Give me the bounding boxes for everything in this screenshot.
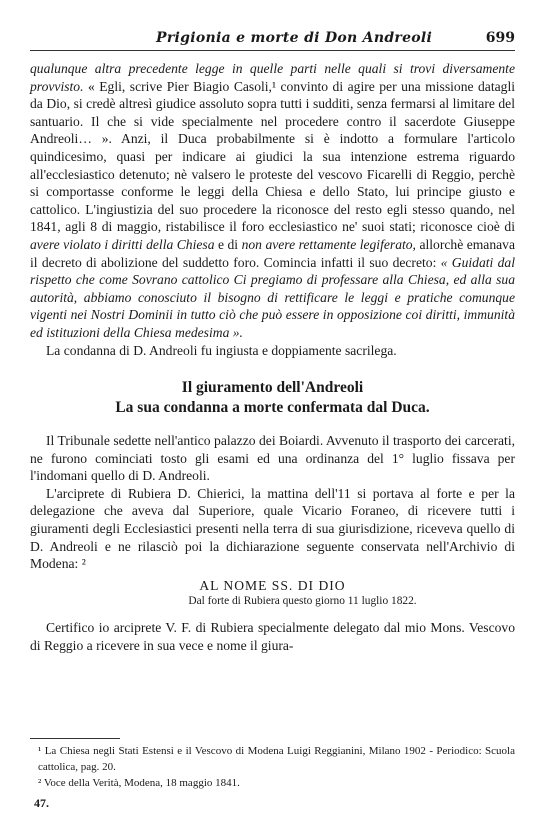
footnote-rule — [30, 738, 120, 739]
signature-mark: 47. — [34, 796, 49, 810]
section-subtitle: La sua condanna a morte confermata dal Duca. — [115, 399, 430, 417]
quote-fragment: non avere rettamente legiferato, — [241, 236, 416, 252]
running-title: Prigionia e morte di Don Andreoli — [156, 30, 433, 46]
page-body — [30, 60, 515, 655]
invocation-heading: AL NOME SS. DI DIO — [199, 577, 346, 593]
paragraph-5: Certifico io arciprete V. F. di Rubiera specialmente delegato dal mio Mons. Vescovo di Reggio a ricevere in sua vece e nome il giura- — [30, 620, 515, 654]
quote-fragment: avere violato i diritti della Chiesa — [30, 236, 215, 252]
section-title: Il giuramento dell'Andreoli — [181, 379, 364, 397]
paragraph-text: e di — [218, 236, 239, 252]
paragraph-1 — [30, 60, 515, 342]
decree-quote: « Guidati dal rispetto che come Sovrano cattolico Ci pregiamo di professare alla Chiesa, ed alla sua autorità, abbiamo conosciuto il bisogno di rettificare le leggi e pratiche comunque vigenti nei Nostri Dominii in tutto ciò che può essere in opposizione coi diritti, immunità ed istituzioni della Chiesa medesima ». — [30, 254, 515, 340]
quote-fragment: qualunque altra precedente legge in quelle parti nelle quali si trovi diversamente provvisto. — [30, 61, 515, 94]
paragraph-4: L'arciprete di Rubiera D. Chierici, la mattina dell'11 si portava al forte e per la delegazione che aveva dal Superiore, quale Vicario Foraneo, di ricevere tutti i giuramenti degli Ecclesiastici presenti nella terra di sua giurisdizione, riceveva quello di D. Andreoli e ne rilasciò poi la dichiarazione seguente conservata nell'Archivio di Modena: ² — [30, 485, 515, 572]
page-number: 699 — [485, 30, 515, 46]
footnotes — [30, 738, 515, 811]
dateline: Dal forte di Rubiera questo giorno 11 luglio 1822. — [188, 595, 417, 608]
running-header — [30, 28, 515, 51]
footnote-1: ¹ La Chiesa negli Stati Estensi e il Vescovo di Modena Luigi Reggianini, Milano 1902 - Periodico: Scuola cattolica, pag. 20. — [38, 745, 515, 773]
paragraph-3: Il Tribunale sedette nell'antico palazzo dei Boiardi. Avvenuto il trasporto dei carcerati, ne furono cominciati tosto gli esami ed una ordinanza del 1° luglio fissava per l'indomani quello di D. Andreoli. — [30, 433, 515, 484]
footnote-2: ² Voce della Verità, Modena, 18 maggio 1841. — [38, 777, 240, 789]
paragraph-text: « Egli, scrive Pier Biagio Casoli,¹ convinto di agire per una missione datagli da Dio, si credè altresì giudice assoluto sopra tutti i sudditi, senza fermarsi al limitare del santuario. Il che si vide specialmente nel procedere contro il sacerdote Giuseppe Andreoli… ». Anzi, il Duca probabilmente si è indotto a formulare l'articolo quindicesimo, quasi per indicare ai giudici la sua intenzione estrema riguardo all'ecclesiastico detenuto; nè valsero le proteste del vescovo Ficarelli di Reggio, perchè si comportasse conforme le leggi della Chiesa e dello Stato, lui principe giusto e cattolico. L'ingiustizia del suo procedere la riconosce del resto egli stesso quando, nel 1841, agli 8 di maggio, ristabilisce il foro ecclesiastico ne' suoi stati; riconosce cioè di — [30, 78, 515, 235]
paragraph-2: La condanna di D. Andreoli fu ingiusta e doppiamente sacrilega. — [46, 342, 397, 358]
paragraph-text: allorchè emanava il decreto di abolizione del suddetto foro. Comincia infatti il suo decreto: — [30, 236, 516, 270]
